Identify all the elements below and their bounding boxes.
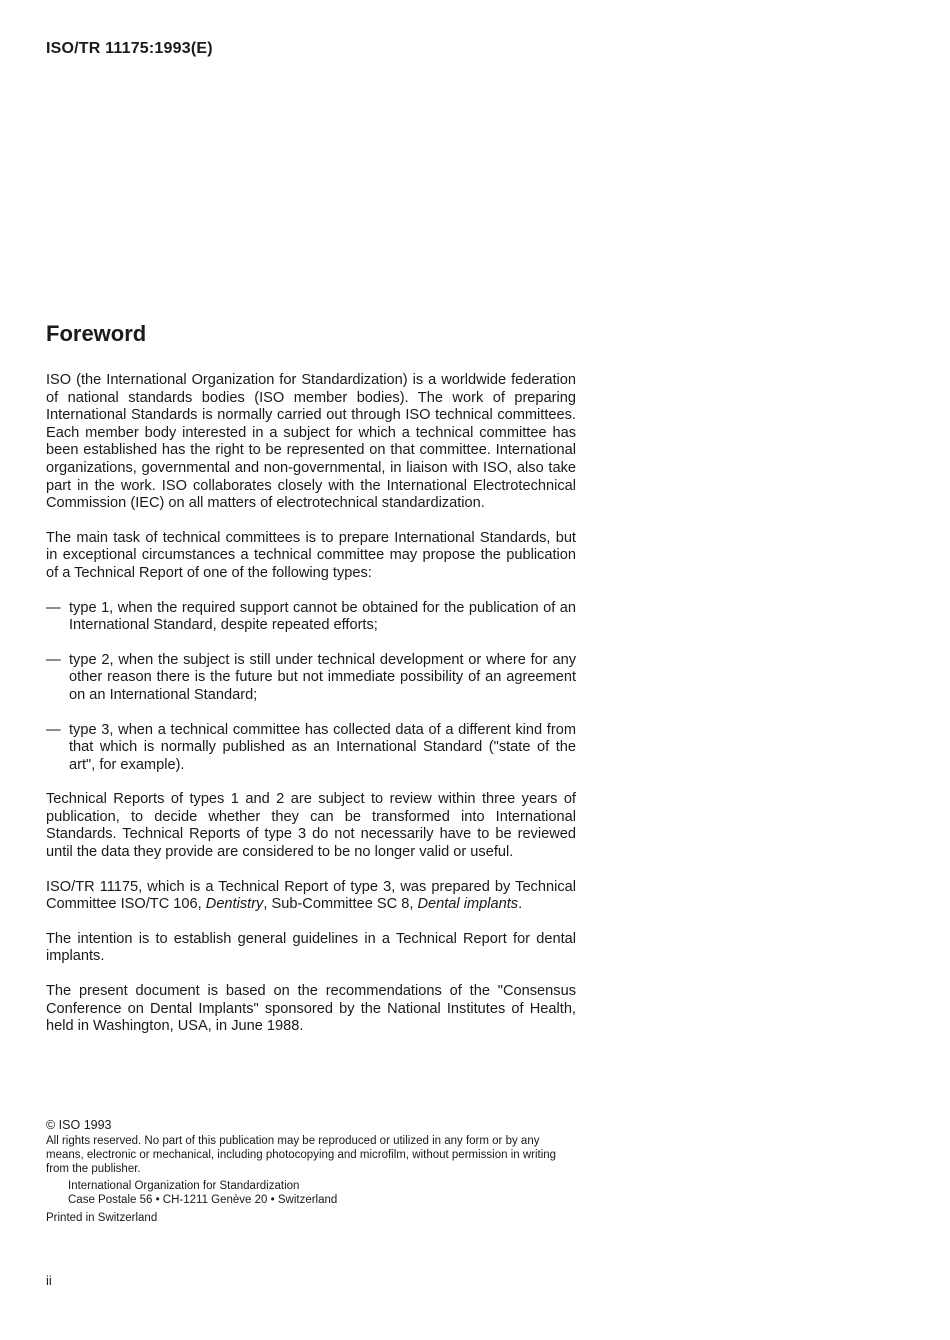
printed-note: Printed in Switzerland — [46, 1212, 158, 1224]
rights-statement: All rights reserved. No part of this publication may be reproduced or utilized in any form or by any means, electronic or mechanical, including photocopying and microfilm, without permission in writing from the publisher. — [46, 1135, 557, 1175]
list-item — [46, 722, 576, 775]
committee-name: Dentistry — [205, 896, 264, 913]
prepared-mid: , Sub-Committee SC 8, — [263, 896, 418, 913]
paragraph-prepared-by — [46, 879, 576, 914]
copyright-line: © ISO 1993 — [46, 1118, 112, 1132]
list-item — [46, 652, 576, 705]
report-types-list — [46, 600, 576, 775]
subcommittee-name: Dental implants — [417, 896, 519, 913]
paragraph-basis: The present document is based on the recommendations of the "Consensus Conference on Dental Implants" sponsored by the National Institutes of Health, held in Washington, USA, in June 1988. — [46, 983, 576, 1035]
list-item — [46, 600, 576, 635]
paragraph-intention: The intention is to establish general guidelines in a Technical Report for dental implants. — [46, 930, 576, 965]
page-number: ii — [46, 1273, 52, 1288]
paragraph-iso-intro: ISO (the International Organization for Standardization) is a worldwide federation of national standards bodies (ISO member bodies). The work of preparing International Standards is normally carried out through ISO technical committees. Each member body interested in a subject for which a technical committee has been established has the right to be represented on that committee. International organizations, governmental and non-governmental, in liaison with ISO, also take part in the work. ISO collaborates closely with the International Electrotechnical Commission (IEC) on all matters of electrotechnical standardization. — [46, 372, 576, 512]
dash-bullet: — — [46, 599, 61, 616]
paragraph-review: Technical Reports of types 1 and 2 are subject to review within three years of publication, to decide whether they can be transformed into International Standards. Technical Reports of type 3 do not necessarily have to be reviewed until the data they provide are considered to be no longer valid or useful. — [46, 791, 576, 861]
foreword-body — [46, 372, 576, 1053]
list-item-text: type 3, when a technical committee has collected data of a different kind from that which is normally published as an International Standard ("state of the art", for example). — [69, 721, 576, 773]
list-item-text: type 2, when the subject is still under technical development or where for any other reason there is the future but not immediate possibility of an agreement on an International Standard; — [69, 651, 576, 703]
prepared-end: . — [518, 896, 523, 913]
organization-name: International Organization for Standardization — [68, 1180, 300, 1192]
prepared-prefix: ISO/TR 11175, which is a Technical Report of type 3, was prepared by Technical Committee ISO/TC 106, — [46, 878, 576, 913]
paragraph-main-task: The main task of technical committees is to prepare International Standards, but in exceptional circumstances a technical committee may propose the publication of a Technical Report of one of the following types: — [46, 529, 576, 581]
document-header: ISO/TR 11175:1993(E) — [46, 40, 213, 57]
page-title: Foreword — [46, 321, 147, 346]
copyright-block — [46, 1118, 576, 1225]
list-item-text: type 1, when the required support cannot be obtained for the publication of an International Standard, despite repeated efforts; — [69, 599, 576, 634]
dash-bullet: — — [46, 721, 61, 738]
dash-bullet: — — [46, 651, 61, 668]
organization-address: Case Postale 56 • CH-1211 Genève 20 • Switzerland — [68, 1194, 338, 1206]
